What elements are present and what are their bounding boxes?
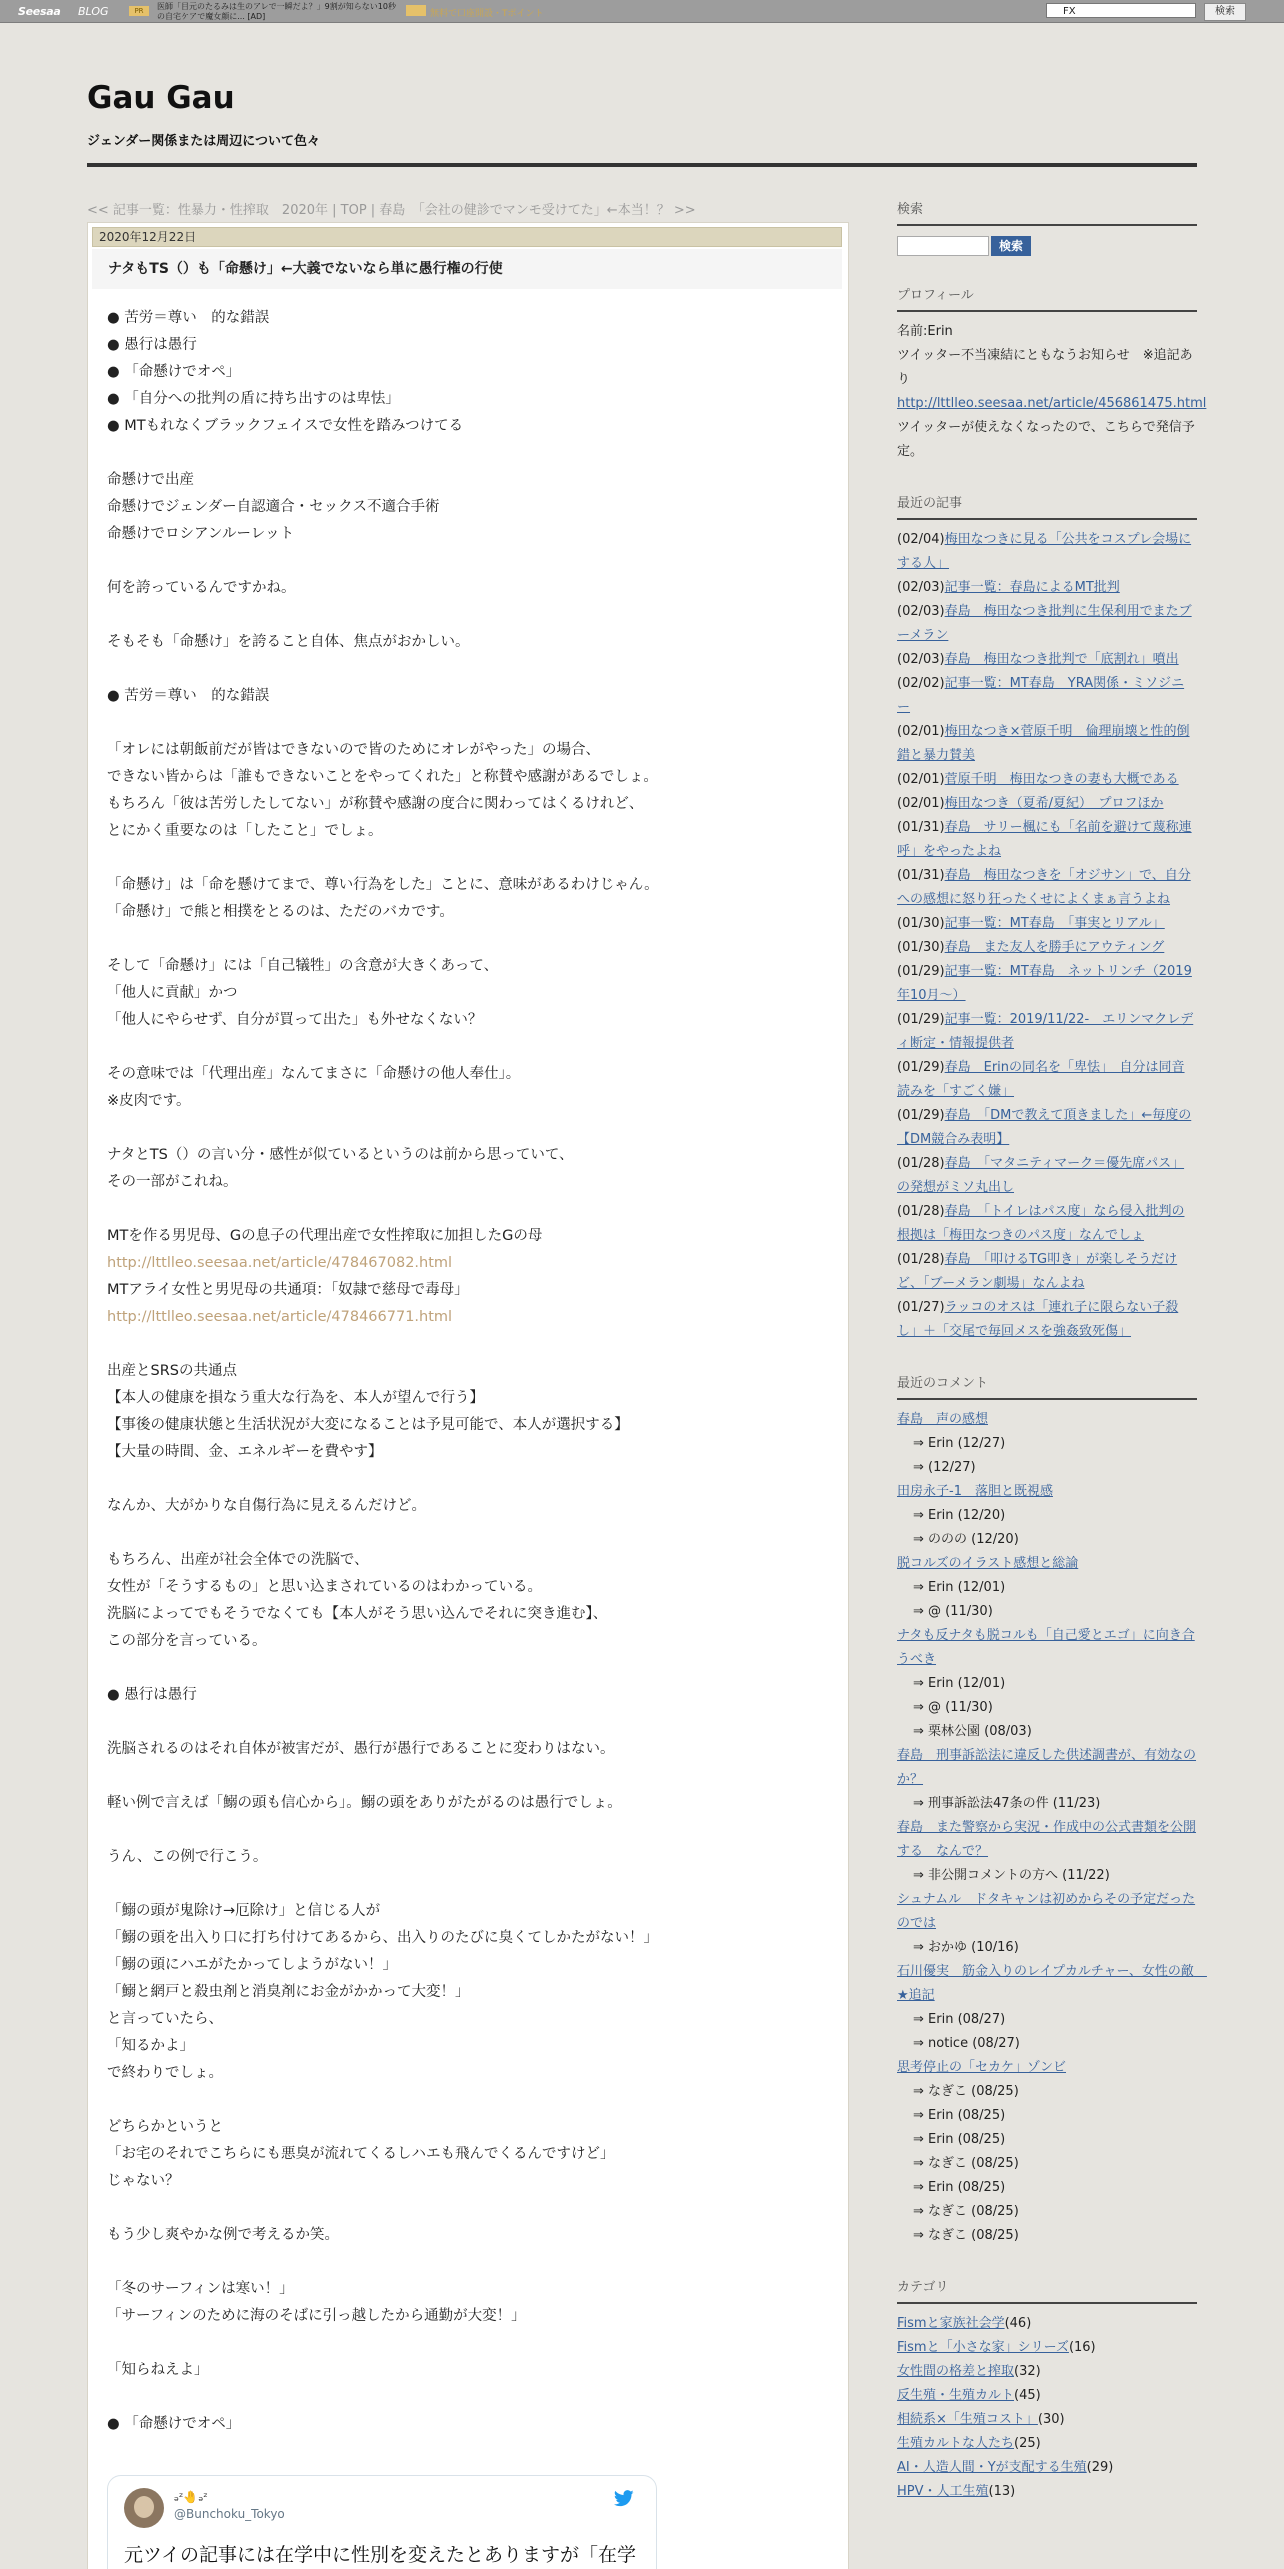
article-line: 命懸けでジェンダー自認適合・セックス不適合手術 <box>107 499 440 515</box>
category-count: (16) <box>1068 2340 1096 2355</box>
article <box>87 222 849 2569</box>
comment-entry[interactable]: ⇒ ののの (12/20) <box>913 1532 1019 1547</box>
comment-article-link[interactable]: 石川優実 筋金入りのレイプカルチャー、女性の敵 ★追記 <box>897 1964 1207 2003</box>
category-count: (45) <box>1014 2388 1041 2403</box>
recent-article-link[interactable]: 春島 Erinの同名を「卑怯」 自分は同音読みを「すごく嫌」 <box>897 1060 1185 1099</box>
comment-article-link[interactable]: 田房永子-1 落胆と既視感 <box>897 1484 1053 1499</box>
toolbar-search-button[interactable]: 検索 <box>1204 3 1246 21</box>
recent-article-item <box>897 912 1197 936</box>
article-line: 「命懸け」は「命を懸けてまで、尊い行為をした」ことに、意味があるわけじゃん。 <box>107 877 659 893</box>
article-line: もちろん「彼は苦労したしてない」が称賛や感謝の度合に関わってはくるけれど、 <box>107 796 644 812</box>
recent-article-item <box>897 576 1197 600</box>
article-line: 「お宅のそれでこちらにも悪臭が流れてくるしハエも飛んでくるんですけど」 <box>107 2146 615 2162</box>
recent-article-date: (01/29) <box>897 1060 945 1075</box>
recent-article-date: (02/02) <box>897 676 945 691</box>
recent-article-item <box>897 528 1197 576</box>
article-line: とにかく重要なのは「したこと」でしょ。 <box>107 823 383 839</box>
category-item <box>897 2432 1197 2456</box>
article-line: ● 苦労＝尊い 的な錯誤 <box>107 688 270 704</box>
article-line: 【事後の健康状態と生活状況が大変になることは予見可能で、本人が選択する】 <box>107 1417 629 1433</box>
article-line: 「サーフィンのために海のそばに引っ越したから通勤が大変！」 <box>107 2308 526 2324</box>
blank-line <box>107 1817 827 1844</box>
header-divider <box>87 163 1197 167</box>
article-date: 2020年12月22日 <box>92 227 842 247</box>
profile-link[interactable]: http://lttlleo.seesaa.net/article/456861475.html <box>897 396 1207 411</box>
ad-link[interactable]: 医師「目元のたるみは生のアレで一瞬だよ？」9割が知らない10秒の自宅ケアで魔女顔に... [AD] <box>157 2 396 21</box>
recent-article-link[interactable]: 記事一覧：MT春島 YRA関係・ミソジニー <box>897 676 1185 715</box>
comment-article-link[interactable]: 春島 また警察から実況・作成中の公式書類を公開する なんで？ <box>897 1820 1197 1859</box>
embedded-tweet[interactable] <box>107 2475 657 2569</box>
article-line: この部分を言っている。 <box>107 1633 267 1649</box>
profile-widget <box>897 286 1207 464</box>
article-line: 「オレには朝飯前だが皆はできないので皆のためにオレがやった」の場合、 <box>107 742 600 758</box>
recent-article-link[interactable]: 記事一覧：MT春島 「事実とリアル」 <box>944 916 1165 931</box>
recent-article-date: (01/28) <box>897 1156 945 1171</box>
pr-badge: PR <box>129 6 149 16</box>
recent-article-item <box>897 1104 1197 1152</box>
blank-line <box>107 656 827 683</box>
comment-entry[interactable]: ⇒ @ (11/30) <box>913 1604 993 1619</box>
recent-article-date: (02/03) <box>897 580 945 595</box>
article-line: 「鰯の頭にハエがたかってしようがない！」 <box>107 1957 397 1973</box>
sidebar <box>897 200 1207 2534</box>
article-line: 命懸けで出産 <box>107 472 194 488</box>
blank-line <box>107 602 827 629</box>
recent-article-link[interactable]: 記事一覧：春島によるMT批判 <box>944 580 1120 595</box>
article-line: ● 「自分への批判の盾に持ち出すのは卑怯」 <box>107 391 400 407</box>
blog-description: ジェンダー関係または周辺について色々 <box>87 134 320 149</box>
comment-entry[interactable]: ⇒ Erin (08/25) <box>913 2108 1006 2123</box>
recent-article-link[interactable]: 春島 梅田なつき批判で「底割れ」噴出 <box>944 652 1179 667</box>
recent-article-date: (02/04) <box>897 532 945 547</box>
article-line: ● 愚行は愚行 <box>107 337 197 353</box>
article-line: 命懸けでロシアンルーレット <box>107 526 295 542</box>
blog-logo[interactable]: BLOG <box>78 5 109 18</box>
article-line: できない皆からは「誰もできないことをやってくれた」と称賛や感謝があるでしょ。 <box>107 769 658 785</box>
article-line: 洗脳によってでもそうでなくても【本人がそう思い込んでそれに突き進む】、 <box>107 1606 608 1622</box>
article-line: ● 苦労＝尊い 的な錯誤 <box>107 310 270 326</box>
blank-line <box>107 1709 827 1736</box>
category-item <box>897 2336 1197 2360</box>
article-line: もう少し爽やかな例で考えるか笑。 <box>107 2227 339 2243</box>
recent-article-link[interactable]: 春島 また友人を勝手にアウティング <box>944 940 1165 955</box>
recent-article-date: (02/01) <box>897 772 945 787</box>
recent-article-date: (01/30) <box>897 916 945 931</box>
comment-entry[interactable]: ⇒ おかゆ (10/16) <box>913 1940 1019 1955</box>
article-line: どちらかというと <box>107 2119 223 2135</box>
tweet-author-name[interactable]: ₔᶻ🤚ₔᶻ <box>174 2490 208 2504</box>
article-line: 「他人に貢献」かつ <box>107 985 238 1001</box>
category-count: (13) <box>988 2484 1016 2499</box>
recent-article-item <box>897 864 1197 912</box>
article-line: 何を誇っているんですかね。 <box>107 580 296 596</box>
blank-line <box>107 440 827 467</box>
recent-article-item <box>897 1200 1197 1248</box>
seesaa-logo[interactable]: Seesaa <box>18 5 61 18</box>
recent-article-item <box>897 1056 1197 1104</box>
recent-article-date: (01/29) <box>897 964 945 979</box>
article-line: 「命懸け」で熊と相撲をとるのは、ただのバカです。 <box>107 904 454 920</box>
blog-title[interactable]: Gau Gau <box>87 80 235 116</box>
blank-line <box>107 1520 827 1547</box>
article-link[interactable]: http://lttlleo.seesaa.net/article/478466771.html <box>107 1309 453 1325</box>
toolbar-search-input[interactable]: FX <box>1046 3 1196 18</box>
blank-line <box>107 548 827 575</box>
recent-article-date: (01/30) <box>897 940 945 955</box>
comment-entry[interactable]: ⇒ なぎこ (08/25) <box>913 2084 1019 2099</box>
category-item <box>897 2480 1197 2504</box>
comment-entry[interactable]: ⇒ Erin (08/25) <box>913 2180 1006 2195</box>
recent-article-link[interactable]: 春島 「叩けるTG叩き」が楽しそうだけど、「ブーメラン劇場」なんよね <box>897 1252 1178 1291</box>
article-line: ● 「命懸けでオペ」 <box>107 2416 241 2432</box>
twitter-bird-icon[interactable] <box>614 2490 634 2512</box>
recent-article-item <box>897 600 1197 648</box>
article-line: 洗脳されるのはそれ自体が被害だが、愚行が愚行であることに変わりはない。 <box>107 1741 615 1757</box>
recent-article-date: (02/01) <box>897 796 945 811</box>
blank-line <box>107 710 827 737</box>
article-title[interactable]: ナタもTS（）も「命懸け」←大義でないなら単に愚行権の行使 <box>92 249 842 289</box>
profile-notice: ツイッター不当凍結にともなうお知らせ ※追記あり <box>897 348 1193 387</box>
comment-entry[interactable]: ⇒ Erin (12/27) <box>913 1436 1006 1451</box>
recent-article-date: (01/29) <box>897 1108 945 1123</box>
recent-comments-title: 最近のコメント <box>897 1374 1197 1400</box>
profile-widget-title: プロフィール <box>897 286 1197 312</box>
recent-article-date: (02/03) <box>897 604 945 619</box>
recent-article-item <box>897 1008 1197 1056</box>
blank-line <box>107 1034 827 1061</box>
article-line: ● 愚行は愚行 <box>107 1687 197 1703</box>
article-line: 「鰯と網戸と殺虫剤と消臭剤にお金がかかって大変！」 <box>107 1984 470 2000</box>
comment-entry[interactable]: ⇒ 刑事訴訟法47条の件 (11/23) <box>913 1796 1101 1811</box>
blank-line <box>107 2330 827 2357</box>
article-line: ● 「命懸けでオペ」 <box>107 364 241 380</box>
search-widget-title: 検索 <box>897 200 1197 226</box>
recent-article-date: (02/01) <box>897 724 945 739</box>
recent-article-link[interactable]: 記事一覧：MT春島 ネットリンチ（2019年10月～） <box>897 964 1192 1003</box>
article-body <box>107 305 827 2438</box>
recent-article-link[interactable]: ラッコのオスは「連れ子に限らない子殺し」＋「交尾で毎回メスを強姦致死傷」 <box>897 1300 1179 1339</box>
blank-line <box>107 1655 827 1682</box>
category-count: (46) <box>1004 2316 1032 2331</box>
article-line: そして「命懸け」には「自己犠牲」の含意が大きくあって、 <box>107 958 499 974</box>
blank-line <box>107 2384 827 2411</box>
category-item <box>897 2408 1197 2432</box>
article-line: その意味では「代理出産」なんてまさに「命懸けの他人奉仕」。 <box>107 1066 521 1082</box>
recent-article-link[interactable]: 春島 サリー楓にも「名前を避けて蔑称連呼」をやったよね <box>897 820 1192 859</box>
article-link[interactable]: http://lttlleo.seesaa.net/article/478467082.html <box>107 1255 453 1271</box>
comment-article-link[interactable]: 脱コルズのイラスト感想と総論 <box>897 1556 1079 1571</box>
category-link[interactable]: 生殖カルトな人たち <box>897 2436 1015 2451</box>
article-line: うん、この例で行こう。 <box>107 1849 268 1865</box>
sidebar-search-input[interactable] <box>897 236 989 256</box>
article-line: ※皮肉です。 <box>107 1093 191 1109</box>
recent-article-date: (01/31) <box>897 868 945 883</box>
recent-article-item <box>897 648 1197 672</box>
recent-article-link[interactable]: 記事一覧：2019/11/22- エリンマクレディ断定・情報提供者 <box>897 1012 1194 1051</box>
comment-entry[interactable]: ⇒ なぎこ (08/25) <box>913 2204 1019 2219</box>
blank-line <box>107 1871 827 1898</box>
article-line: MTアライ女性と男児母の共通項：「奴隷で慈母で毒母」 <box>107 1282 469 1298</box>
recent-article-item <box>897 1248 1197 1296</box>
search-widget <box>897 200 1197 256</box>
profile-notice-2: ツイッターが使えなくなったので、こちらで発信予定。 <box>897 420 1195 459</box>
tweet-author-handle[interactable]: @Bunchoku_Tokyo <box>174 2507 285 2521</box>
blank-line <box>107 1466 827 1493</box>
category-link[interactable]: Fismと家族社会学 <box>897 2316 1005 2331</box>
article-line: 女性が「そうするもの」と思い込まされているのはわかっている。 <box>107 1579 542 1595</box>
comment-entry[interactable]: ⇒ なぎこ (08/25) <box>913 2156 1019 2171</box>
comment-article-link[interactable]: 思考停止の「セカケ」ゾンビ <box>897 2060 1067 2075</box>
category-item <box>897 2360 1197 2384</box>
comment-entry[interactable]: ⇒ @ (11/30) <box>913 1700 993 1715</box>
comment-entry[interactable]: ⇒ なぎこ (08/25) <box>913 2228 1019 2243</box>
recent-article-item <box>897 960 1197 1008</box>
recent-article-item <box>897 720 1197 768</box>
category-item <box>897 2312 1197 2336</box>
recent-article-date: (01/28) <box>897 1252 945 1267</box>
comment-entry[interactable]: ⇒ Erin (12/01) <box>913 1676 1006 1691</box>
recent-article-item <box>897 1296 1197 1344</box>
article-line: で終わりでしょ。 <box>107 2065 223 2081</box>
recent-article-item <box>897 816 1197 864</box>
recent-article-item <box>897 1152 1197 1200</box>
article-line: じゃない？ <box>107 2173 180 2189</box>
recent-article-link[interactable]: 春島 「DMで教えて頂きました」←毎度の【DM競合み表明】 <box>897 1108 1192 1147</box>
recent-comments-list <box>897 1408 1207 2248</box>
blank-line <box>107 1115 827 1142</box>
tweet-text: 元ツイの記事には在学中に性別を変えたとありますが「在学 <box>124 2544 637 2566</box>
article-line: 「知らねえよ」 <box>107 2362 209 2378</box>
recent-article-link[interactable]: 梅田なつき×菅原千明 倫理崩壊と性的倒錯と暴力賛美 <box>897 724 1190 763</box>
category-link[interactable]: 反生殖・生殖カルト <box>897 2388 1015 2403</box>
recent-article-link[interactable]: 菅原千明 梅田なつきの妻も大概である <box>944 772 1179 787</box>
comment-entry[interactable]: ⇒ notice (08/27) <box>913 2036 1020 2051</box>
article-line: 軽い例で言えば「鰯の頭も信心から」。鰯の頭をありがたがるのは愚行でしょ。 <box>107 1795 622 1811</box>
article-line: 「冬のサーフィンは寒い！」 <box>107 2281 294 2297</box>
recent-article-link[interactable]: 春島 梅田なつきを「オジサン」で、自分への感想に怒り狂ったくせによくまぁ言うよね <box>897 868 1191 907</box>
blank-line <box>107 2195 827 2222</box>
blank-line <box>107 1196 827 1223</box>
category-count: (30) <box>1037 2412 1065 2427</box>
article-line: 「他人にやらせず、自分が買って出た」も外せなくない？ <box>107 1012 483 1028</box>
ad-icon <box>406 5 426 16</box>
category-count: (29) <box>1086 2460 1114 2475</box>
category-count: (32) <box>1014 2364 1041 2379</box>
recent-article-link[interactable]: 梅田なつき（夏希/夏紀） プロフほか <box>944 796 1164 811</box>
article-line: 「知るかよ」 <box>107 2038 194 2054</box>
profile-name: 名前:Erin <box>897 324 953 339</box>
category-link[interactable]: 女性間の格差と搾取 <box>897 2364 1015 2379</box>
comment-article-link[interactable]: 春島 声の感想 <box>897 1412 989 1427</box>
seesaa-toolbar <box>0 0 1284 23</box>
tweet-avatar[interactable] <box>124 2488 164 2528</box>
comment-article-link[interactable]: シュナムル ドタキャンは初めからその予定だったのでは <box>897 1892 1196 1931</box>
recent-article-date: (01/28) <box>897 1204 945 1219</box>
recent-article-item <box>897 936 1197 960</box>
sidebar-search-button[interactable]: 検索 <box>991 236 1031 256</box>
category-link[interactable]: HPV・人工生殖 <box>897 2484 989 2499</box>
recent-article-date: (01/31) <box>897 820 945 835</box>
comment-entry[interactable]: ⇒ (12/27) <box>913 1460 976 1475</box>
article-nav[interactable]: << 記事一覧：性暴力・性搾取 2020年 | TOP | 春島 「会社の健診でマンモ受けてた」←本当！？ >> <box>87 203 696 218</box>
article-line: もちろん、出産が社会全体での洗脳で、 <box>107 1552 369 1568</box>
recent-article-date: (02/03) <box>897 652 945 667</box>
recent-article-link[interactable]: 春島 「マタニティマーク＝優先席パス」の発想がミソ丸出し <box>897 1156 1185 1195</box>
comment-article-link[interactable]: 春島 刑事訴訟法に違反した供述調書が、有効なのか？ <box>897 1748 1197 1787</box>
recent-article-link[interactable]: 春島 梅田なつき批判に生保利用でまたブーメラン <box>897 604 1192 643</box>
recent-article-link[interactable]: 春島 「トイレはパス度」なら侵入批判の根拠は「梅田なつきのパス度」なんでしょ <box>897 1204 1185 1243</box>
article-line: そもそも「命懸け」を誇ること自体、焦点がおかしい。 <box>107 634 470 650</box>
category-title: カテゴリ <box>897 2278 1197 2304</box>
article-line: と言っていたら、 <box>107 2011 223 2027</box>
recent-comments-widget <box>897 1374 1207 2248</box>
category-link[interactable]: 相続系×「生殖コスト」 <box>897 2412 1038 2427</box>
article-line: その一部がこれね。 <box>107 1174 238 1190</box>
article-line: ナタとTS（）の言い分・感性が似ているというのは前から思っていて、 <box>107 1147 574 1163</box>
recent-article-date: (01/29) <box>897 1012 945 1027</box>
recent-articles-widget <box>897 494 1197 1344</box>
recent-article-link[interactable]: 梅田なつきに見る「公共をコスプレ会場にする人」 <box>897 532 1192 571</box>
comment-entry[interactable]: ⇒ Erin (12/20) <box>913 1508 1006 1523</box>
category-list <box>897 2312 1197 2504</box>
recent-articles-list <box>897 528 1197 1344</box>
comment-entry[interactable]: ⇒ Erin (08/25) <box>913 2132 1006 2147</box>
recent-article-item <box>897 768 1197 792</box>
article-line: なんか、大がかりな自傷行為に見えるんだけど。 <box>107 1498 426 1514</box>
category-item <box>897 2456 1197 2480</box>
blank-line <box>107 1331 827 1358</box>
article-line: 「鰯の頭を出入り口に打ち付けてあるから、出入りのたびに臭くてしかたがない！」 <box>107 1930 658 1946</box>
article-line <box>107 1250 827 1277</box>
recent-article-item <box>897 672 1197 720</box>
category-link[interactable]: Fismと「小さな家」シリーズ <box>897 2340 1069 2355</box>
blank-line <box>107 1763 827 1790</box>
blank-line <box>107 845 827 872</box>
article-line <box>107 1304 827 1331</box>
article-line: MTを作る男児母、Gの息子の代理出産で女性搾取に加担したGの母 <box>107 1228 543 1244</box>
category-link[interactable]: AI・人造人間・Yが支配する生殖 <box>897 2460 1087 2475</box>
article-line: 出産とSRSの共通点 <box>107 1363 237 1379</box>
comment-entry[interactable]: ⇒ 栗林公園 (08/03) <box>913 1724 1032 1739</box>
blank-line <box>107 926 827 953</box>
article-line: ● MTもれなくブラックフェイスで女性を踏みつけてる <box>107 418 464 434</box>
category-widget <box>897 2278 1197 2504</box>
comment-entry[interactable]: ⇒ Erin (12/01) <box>913 1580 1006 1595</box>
recent-article-date: (01/27) <box>897 1300 945 1315</box>
comment-article-link[interactable]: ナタも反ナタも脱コルも「自己愛とエゴ」に向き合うべき <box>897 1628 1195 1667</box>
comment-entry[interactable]: ⇒ Erin (08/27) <box>913 2012 1006 2027</box>
ad-link-2[interactable]: 無料で口座開設・Tポイント <box>430 9 544 19</box>
article-line: 【大量の時間、金、エネルギーを費やす】 <box>107 1444 383 1460</box>
recent-articles-title: 最近の記事 <box>897 494 1197 520</box>
category-item <box>897 2384 1197 2408</box>
article-line: 「鰯の頭が鬼除け→厄除け」と信じる人が <box>107 1903 381 1919</box>
article-line: 【本人の健康を損なう重大な行為を、本人が望んで行う】 <box>107 1390 484 1406</box>
blank-line <box>107 2249 827 2276</box>
recent-article-item <box>897 792 1197 816</box>
blank-line <box>107 2087 827 2114</box>
category-count: (25) <box>1014 2436 1041 2451</box>
comment-entry[interactable]: ⇒ 非公開コメントの方へ (11/22) <box>913 1868 1110 1883</box>
